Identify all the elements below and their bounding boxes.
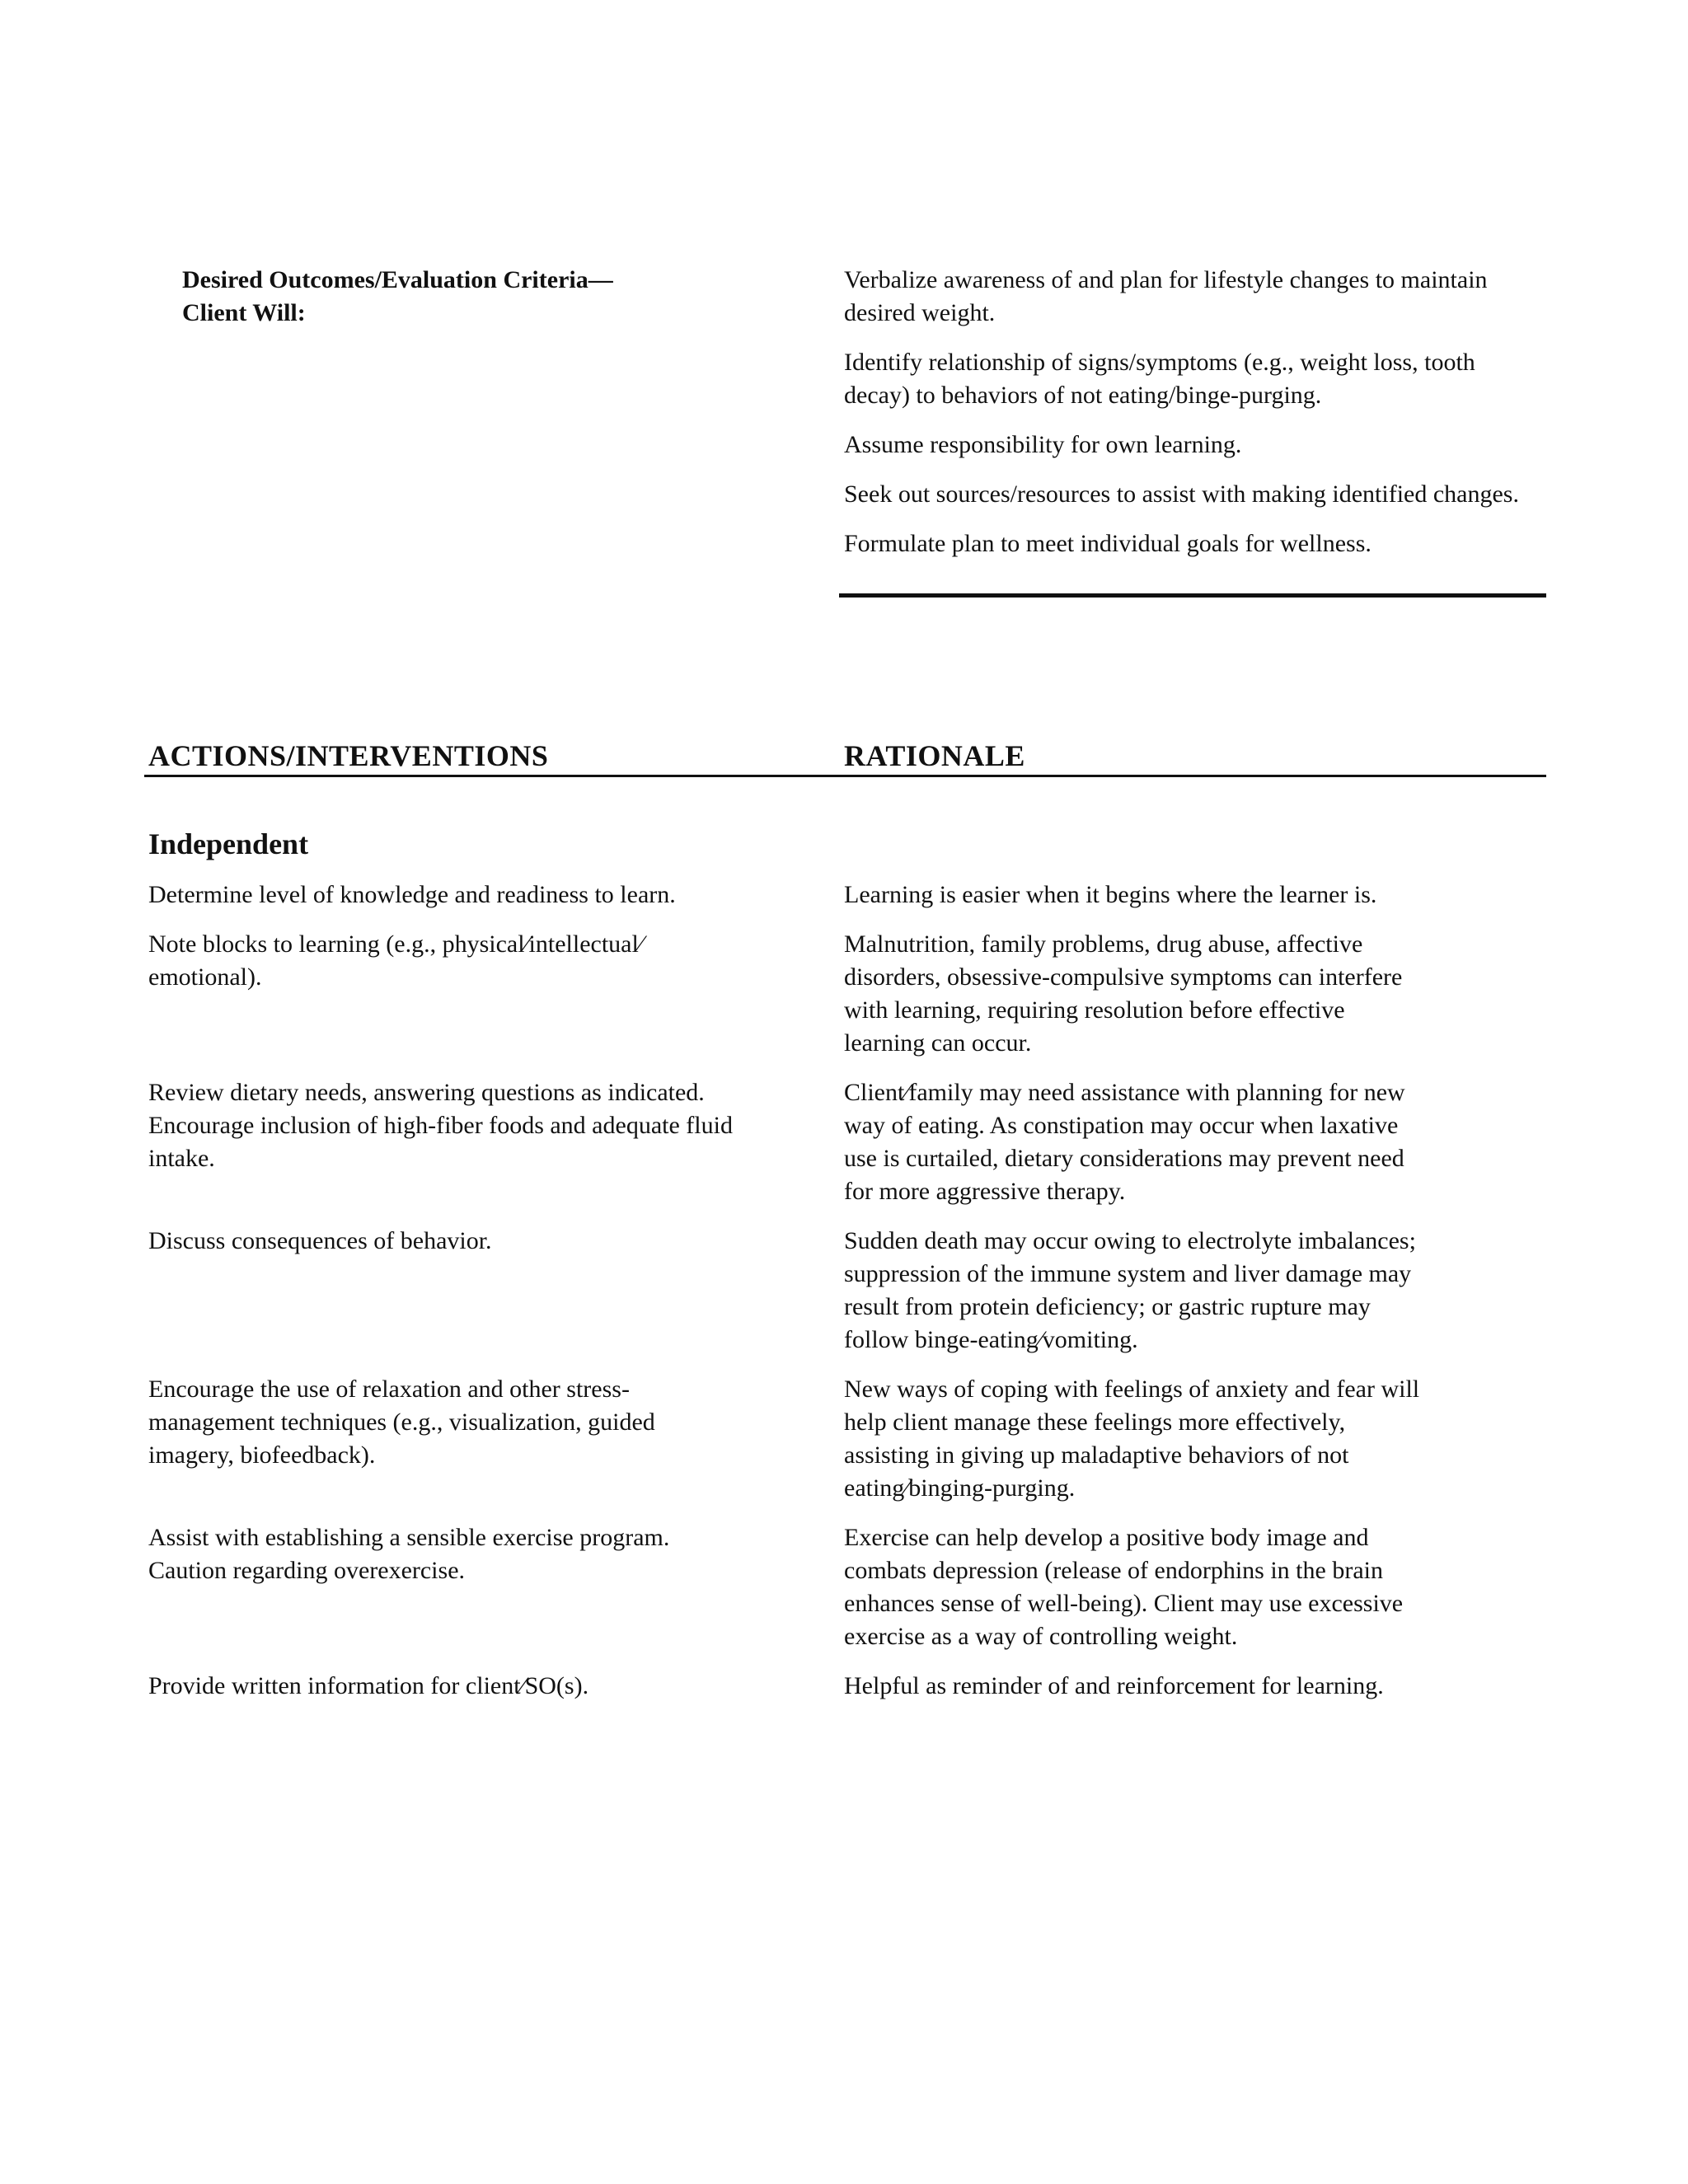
outcome-item: Identify relationship of signs/symptoms (e.g., weight loss, tooth decay) to behaviors of not eating/binge-purging. <box>844 349 1475 409</box>
action-cell: Note blocks to learning (e.g., physical⁄intellectual⁄ emotional). <box>148 930 643 991</box>
rationale-cell: Helpful as reminder of and reinforcement for learning. <box>844 1672 1384 1699</box>
rationale-cell: Learning is easier when it begins where the learner is. <box>844 881 1377 908</box>
table-row <box>148 1076 1546 1208</box>
outcomes-label-line2: Client Will: <box>182 299 306 326</box>
section-heading: Independent <box>148 827 309 860</box>
table-row <box>148 1521 1546 1653</box>
rationale-cell: Exercise can help develop a positive body image and combats depression (release of endorphins in the brain enhances sense of well-being). Client may use excessive exercise as a way of controlling weight. <box>844 1524 1404 1650</box>
outcomes-list <box>844 264 1545 560</box>
table-row <box>148 928 1546 1060</box>
outcome-item: Assume responsibility for own learning. <box>844 431 1242 458</box>
action-cell: Determine level of knowledge and readiness to learn. <box>148 881 676 908</box>
outcome-item: Verbalize awareness of and plan for lifestyle changes to maintain desired weight. <box>844 266 1488 326</box>
table-row <box>148 879 1546 912</box>
action-cell: Provide written information for client⁄SO(s). <box>148 1672 589 1699</box>
table-row <box>148 1670 1546 1703</box>
table-body <box>148 879 1546 1719</box>
outcomes-divider <box>839 593 1546 598</box>
outcomes-label-line1: Desired Outcomes/Evaluation Criteria— <box>182 266 613 293</box>
action-cell: Assist with establishing a sensible exercise program. Caution regarding overexercise. <box>148 1524 670 1584</box>
column-header-actions: ACTIONS/INTERVENTIONS <box>148 739 549 772</box>
table-header <box>148 738 1546 774</box>
action-cell: Encourage the use of relaxation and other stress-management techniques (e.g., visualization, guided imagery, biofeedback). <box>148 1376 655 1469</box>
outcome-item: Formulate plan to meet individual goals for wellness. <box>844 530 1372 557</box>
rationale-cell: Sudden death may occur owing to electrolyte imbalances; suppression of the immune system and liver damage may result from protein deficiency; or gastric rupture may follow binge-eating⁄vomiting. <box>844 1227 1416 1353</box>
table-row <box>148 1373 1546 1505</box>
outcome-item: Seek out sources/resources to assist with making identified changes. <box>844 480 1519 508</box>
table-row <box>148 1225 1546 1357</box>
rationale-cell: Client⁄family may need assistance with planning for new way of eating. As constipation may occur when laxative use is curtailed, dietary considerations may prevent need for more aggressive therapy. <box>844 1079 1405 1205</box>
rationale-cell: New ways of coping with feelings of anxiety and fear will help client manage these feelings more effectively, assisting in giving up maladaptive behaviors of not eating⁄binging-purging. <box>844 1376 1420 1502</box>
outcomes-label <box>182 264 710 330</box>
header-divider <box>144 775 1546 777</box>
rationale-cell: Malnutrition, family problems, drug abuse, affective disorders, obsessive-compulsive symptoms can interfere with learning, requiring resolution before effective learning can occur. <box>844 930 1403 1057</box>
column-header-rationale: RATIONALE <box>844 739 1025 772</box>
action-cell: Review dietary needs, answering questions as indicated. Encourage inclusion of high-fiber foods and adequate fluid intake. <box>148 1079 733 1172</box>
action-cell: Discuss consequences of behavior. <box>148 1227 492 1254</box>
